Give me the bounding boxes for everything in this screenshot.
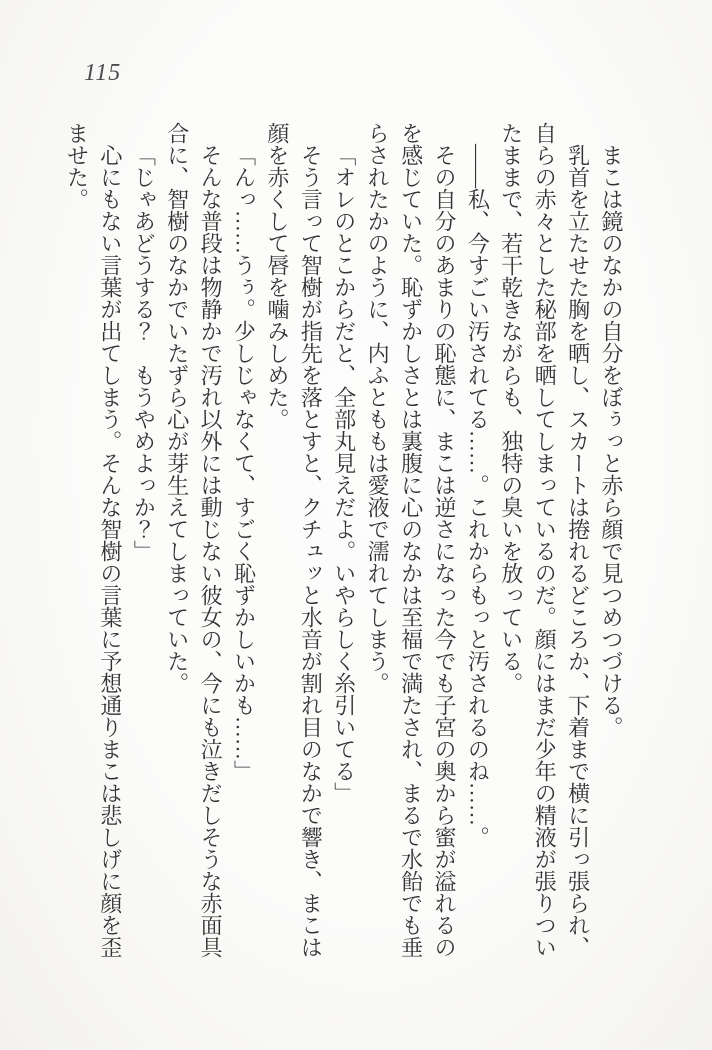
paragraph: 「オレのとこからだと、全部丸見えだよ。いやらしく糸引いてる」	[331, 144, 357, 804]
page-number: 115	[84, 60, 122, 86]
paragraph: 「じゃあどうする？ もうやめよっか？」	[131, 144, 157, 562]
paragraph: 「んっ……うぅ。少しじゃなくて、すごく恥ずかしいかも……」	[231, 144, 257, 782]
body-text	[60, 122, 628, 958]
paragraph: そんな普段は物静かで汚れ以外には動じない彼女の、今にも泣きだしそうな赤面具合に、智樹のなかでいたずら心が芽生えてしまっていた。	[164, 122, 224, 958]
paragraph: 心にもない言葉が出てしまう。そんな智樹の言葉に予想通りまこは悲しげに顔を歪ませた。	[64, 122, 123, 958]
paragraph: ――私、今すごい汚されてる……。これからもっと汚されるのね……。	[465, 144, 491, 848]
paragraph: まこは鏡のなかの自分をぼぅっと赤ら顔で見つめつづける。	[599, 144, 624, 738]
paragraph: その自分のあまりの恥態に、まこは逆さになった今でも子宮の奥から蜜が溢れるのを感じていた。恥ずかしさとは裏腹に心のなかは至福で満たされ、まるで水飴でも垂らされたかのように、内ふとももは愛液で濡れてしまう。	[365, 122, 457, 958]
paragraph: 乳首を立たせた胸を晒し、スカートは捲れるどころか、下着まで横に引っ張られ、自らの赤々とした秘部を晒してしまっているのだ。顔にはまだ少年の精液が張りついたままで、若干乾きながらも、独特の臭いを放っている。	[498, 122, 591, 958]
paragraph: そう言って智樹が指先を落とすと、クチュッと水音が割れ目のなかで響き、まこは顔を赤くして唇を噛みしめた。	[264, 122, 324, 958]
